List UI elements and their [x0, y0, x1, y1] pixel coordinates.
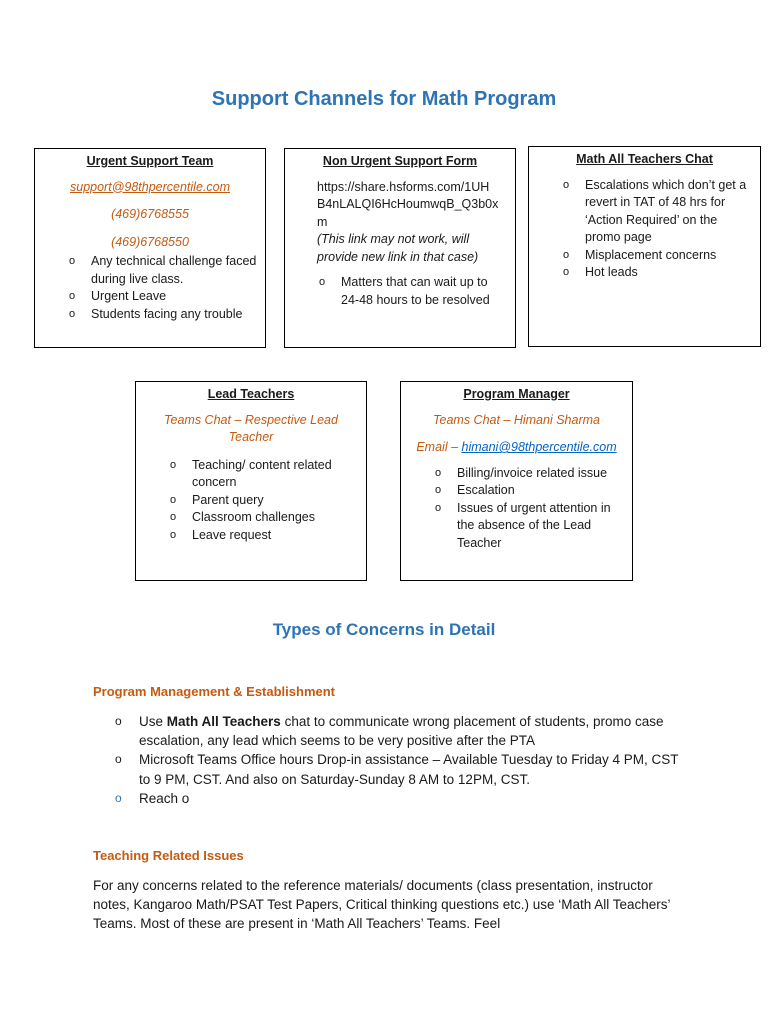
section-title: Types of Concerns in Detail	[272, 620, 496, 639]
lead-teachers-heading: Lead Teachers	[207, 387, 295, 401]
list-item: o Students facing any trouble	[35, 306, 265, 324]
list-item: o Escalation	[401, 482, 632, 500]
list-item: o Escalations which don’t get a revert in TAT of 48 hrs for ‘Action Required’ on the promo page	[563, 177, 747, 244]
math-chat-list	[529, 177, 760, 282]
list-item: o Leave request	[136, 527, 366, 545]
program-manager-heading: Program Manager	[463, 387, 570, 401]
list-item: o Matters that can wait up to 24-48 hours to be resolved	[319, 275, 490, 307]
lead-teachers-contact: Teams Chat – Respective Lead Teacher	[164, 412, 338, 444]
non-urgent-support-list	[285, 274, 515, 309]
list-item: o Urgent Leave	[35, 288, 265, 306]
list-item: o Classroom challenges	[136, 509, 366, 527]
list-item: o Use Math All Teachers chat to communicate wrong placement of students, promo case escalation, any lead which seems to be very positive after the PTA	[115, 714, 664, 749]
bullet-icon: o	[69, 290, 76, 302]
math-all-teachers-chat-box	[528, 146, 761, 347]
teaching-issues-paragraph: For any concerns related to the reference materials/ documents (class presentation, instructor notes, Kangaroo Math/PSAT Test Papers, Critical thinking questions etc.) use ‘Math All Teachers’ Teams. Most of these are present in ‘Math All Teachers’ Teams. Feel	[93, 878, 671, 932]
bullet-icon: o	[69, 307, 76, 320]
list-item: o Microsoft Teams Office hours Drop-in assistance – Available Tuesday to Friday 4 PM, CST to 9 PM, CST. And also on Saturday-Sunday 8 AM to 12PM, CST.	[115, 752, 679, 787]
list-item: o Issues of urgent attention in the absence of the Lead Teacher	[435, 500, 611, 550]
bullet-icon: o	[69, 255, 76, 267]
bullet-icon: o	[435, 484, 442, 496]
bullet-icon: o	[170, 493, 177, 506]
non-urgent-support-box	[284, 148, 516, 348]
lead-teachers-box	[135, 381, 367, 581]
list-item: o Billing/invoice related issue	[401, 465, 632, 483]
urgent-support-heading: Urgent Support Team	[86, 154, 214, 168]
program-manager-contact: Teams Chat – Himani Sharma	[433, 412, 600, 427]
list-item: o Teaching/ content related concern	[170, 457, 332, 489]
urgent-support-email-link[interactable]: support@98thpercentile.com	[70, 179, 230, 194]
program-manager-box	[400, 381, 633, 581]
bullet-icon: o	[563, 178, 570, 191]
urgent-support-list	[35, 253, 265, 323]
program-manager-email: Email – himani@98thpercentile.com	[416, 440, 617, 454]
bullet-icon: o	[170, 528, 177, 541]
bullet-icon: o	[170, 511, 177, 523]
program-manager-email-link[interactable]: himani@98thpercentile.com	[461, 440, 617, 454]
bullet-icon: o	[115, 790, 122, 805]
urgent-support-email[interactable]	[39, 179, 261, 197]
list-item: o Parent query	[136, 492, 366, 510]
page-title: Support Channels for Math Program	[211, 88, 557, 110]
bullet-icon: o	[563, 248, 570, 261]
bullet-icon: o	[563, 266, 570, 278]
urgent-support-box	[34, 148, 266, 348]
non-urgent-form-link[interactable]: https://share.hsforms.com/1UH B4nLALQI6HcHoumwqB_Q3b0x m	[317, 179, 499, 229]
math-chat-heading: Math All Teachers Chat	[576, 152, 713, 166]
program-manager-list	[401, 465, 632, 553]
list-item: o Hot leads	[529, 264, 760, 282]
non-urgent-link-note: (This link may not work, will provide new link in that case)	[317, 232, 479, 264]
program-management-heading: Program Management & Establishment	[93, 684, 335, 699]
list-item: o Reach o	[93, 789, 693, 808]
bullet-icon: o	[115, 714, 122, 728]
bullet-icon: o	[170, 458, 177, 471]
bullet-icon: o	[435, 501, 442, 514]
non-urgent-support-heading: Non Urgent Support Form	[322, 154, 478, 168]
bullet-icon: o	[115, 752, 122, 767]
list-item: o Any technical challenge faced during live class.	[69, 254, 257, 286]
teaching-issues-heading: Teaching Related Issues	[93, 848, 244, 863]
bullet-icon: o	[319, 276, 326, 288]
bullet-icon: o	[435, 466, 442, 479]
urgent-support-phone-2: (469)6768550	[111, 234, 189, 249]
program-management-list	[93, 712, 693, 808]
list-item: o Misplacement concerns	[529, 247, 760, 265]
urgent-support-phone-1: (469)6768555	[111, 207, 189, 221]
lead-teachers-list	[136, 457, 366, 545]
